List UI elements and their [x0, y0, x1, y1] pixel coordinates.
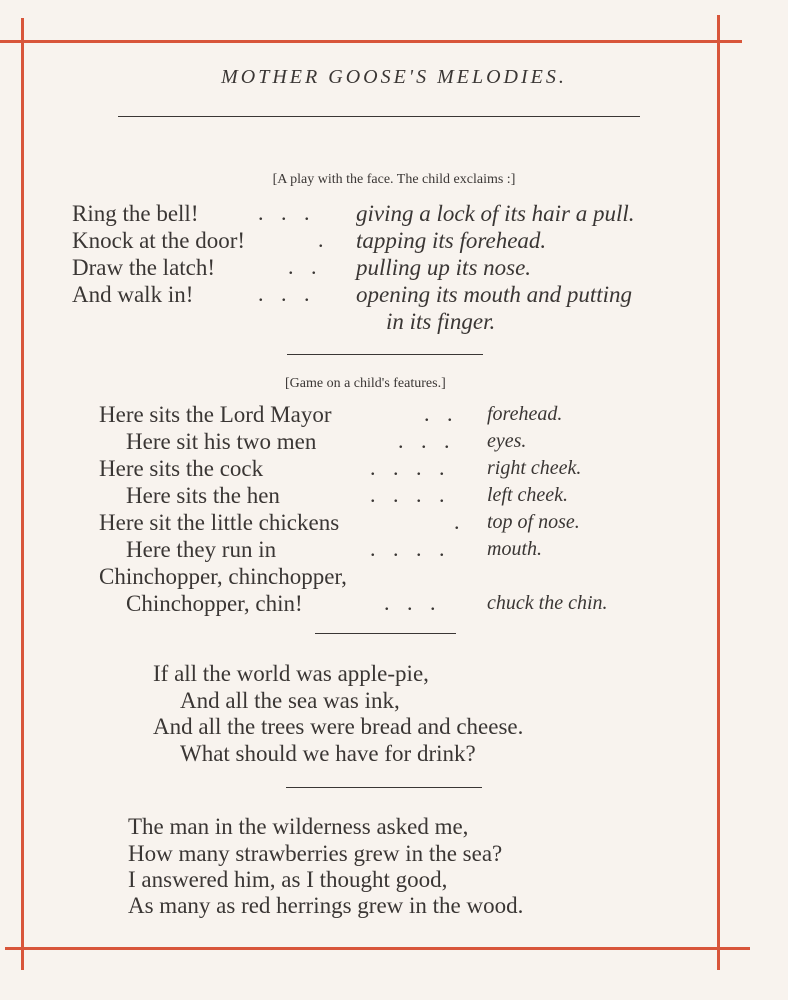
rhyme2-dots: . . . .	[370, 455, 451, 480]
rhyme2-action: right cheek.	[487, 457, 582, 479]
rhyme2-dots: . . .	[384, 590, 442, 615]
rhyme4-line: How many strawberries grew in the sea?	[128, 841, 503, 866]
rhyme2-action: left cheek.	[487, 484, 569, 506]
rhyme2-text: Here sits the Lord Mayor	[99, 402, 332, 427]
rhyme3-line: If all the world was apple-pie,	[153, 661, 429, 686]
divider-1	[287, 354, 483, 355]
border-left	[21, 18, 24, 970]
rhyme4-line: The man in the wilderness asked me,	[128, 814, 469, 839]
rhyme2-text: Here sits the cock	[99, 456, 264, 481]
rhyme1-dots: . . .	[258, 200, 316, 225]
rhyme2-action: eyes.	[487, 430, 527, 452]
rhyme2-action: mouth.	[487, 538, 542, 560]
rhyme2-dots: . . . .	[370, 536, 451, 561]
rhyme4-line: As many as red herrings grew in the wood.	[128, 893, 524, 918]
rhyme1-dots: . .	[288, 254, 323, 279]
rhyme1-continuation: in its finger.	[386, 309, 496, 334]
rhyme3-line: And all the trees were bread and cheese.	[153, 714, 524, 739]
rhyme2-dots: . . .	[398, 428, 456, 453]
rhyme1-action: pulling up its nose.	[356, 255, 532, 280]
rhyme1-dots: . . .	[258, 281, 316, 306]
rhyme2-text: Here sits the hen	[126, 483, 280, 508]
border-bottom	[5, 947, 750, 950]
rhyme3-line: What should we have for drink?	[180, 741, 476, 766]
rhyme2-dots: .	[454, 509, 466, 534]
divider-2	[315, 633, 456, 634]
rhyme1-action: tapping its forehead.	[356, 228, 547, 253]
rhyme2-dots: . . . .	[370, 482, 451, 507]
rhyme2-text: Here sit his two men	[126, 429, 317, 454]
border-top	[0, 40, 742, 43]
rhyme1-text: Draw the latch!	[72, 255, 216, 280]
rhyme1-note: [A play with the face. The child exclaims :]	[272, 172, 516, 187]
rhyme2-text: Chinchopper, chin!	[126, 591, 303, 616]
rhyme2-text: Chinchopper, chinchopper,	[99, 564, 347, 589]
rhyme1-text: And walk in!	[72, 282, 194, 307]
rhyme2-dots: . .	[424, 401, 459, 426]
rhyme2-note: [Game on a child's features.]	[285, 376, 446, 391]
rhyme2-action: chuck the chin.	[487, 592, 608, 614]
rhyme2-text: Here they run in	[126, 537, 277, 562]
rhyme2-action: top of nose.	[487, 511, 580, 533]
rhyme1-action: giving a lock of its hair a pull.	[356, 201, 635, 226]
page-header: MOTHER GOOSE'S MELODIES.	[221, 66, 567, 88]
rhyme2-text: Here sit the little chickens	[99, 510, 340, 535]
rhyme1-text: Knock at the door!	[72, 228, 246, 253]
rhyme1-dots: .	[318, 227, 330, 252]
header-rule	[118, 116, 640, 117]
rhyme1-text: Ring the bell!	[72, 201, 199, 226]
rhyme4-line: I answered him, as I thought good,	[128, 867, 448, 892]
rhyme1-action: opening its mouth and putting	[356, 282, 632, 307]
divider-3	[286, 787, 482, 788]
rhyme3-line: And all the sea was ink,	[180, 688, 400, 713]
border-right	[717, 15, 720, 970]
rhyme2-action: forehead.	[487, 403, 563, 425]
